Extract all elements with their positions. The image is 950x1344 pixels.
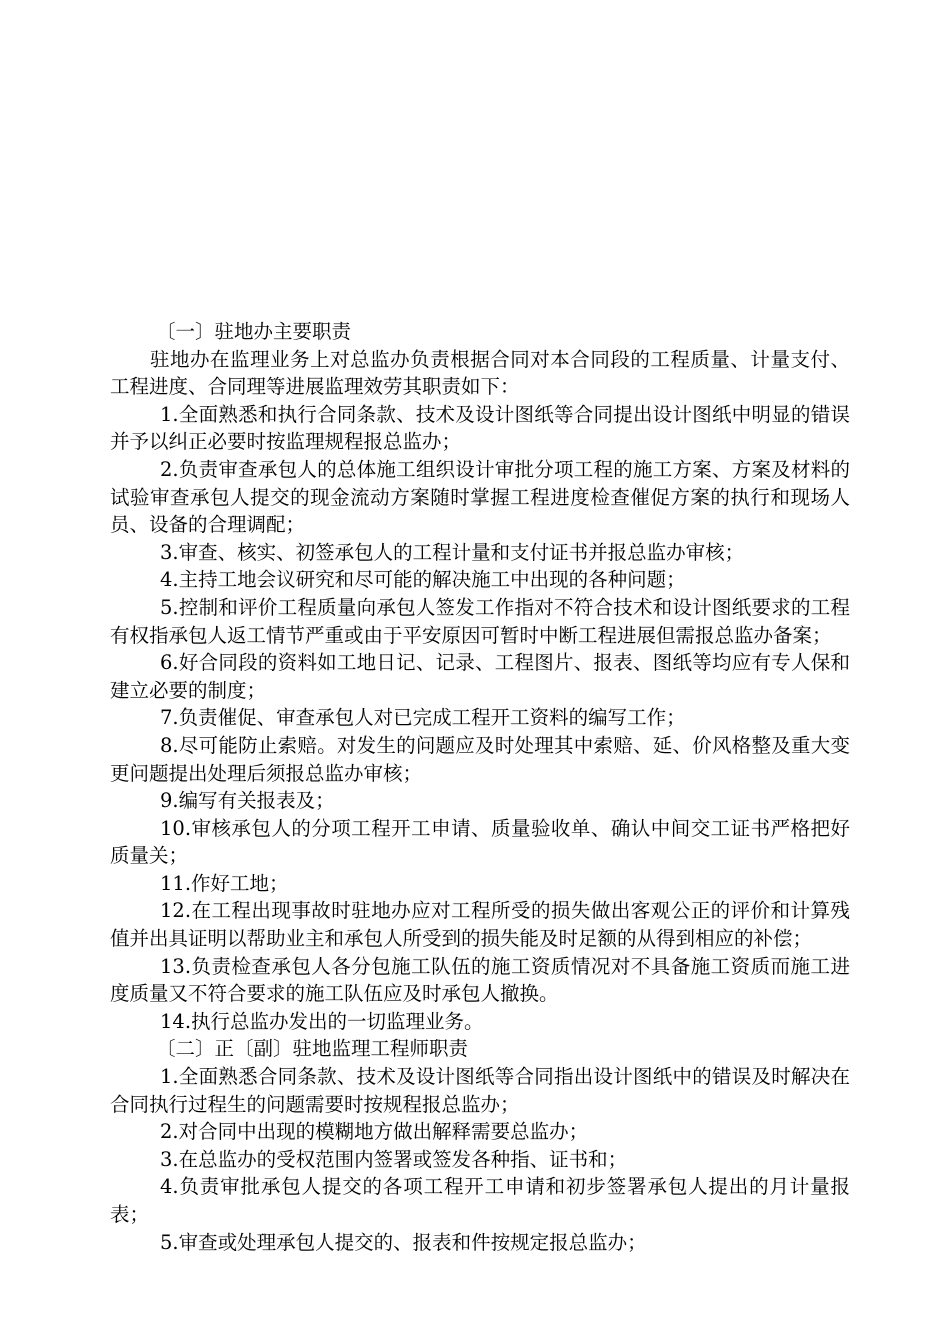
section1-item-5: 5.控制和评价工程质量向承包人签发工作指对不符合技术和设计图纸要求的工程有权指承包人返工情节严重或由于平安原因可暂时中断工程进展但需报总监办备案； xyxy=(110,595,850,647)
section1-item-2: 2.负责审查承包人的总体施工组织设计审批分项工程的施工方案、方案及材料的试验审查承包人提交的现金流动方案随时掌握工程进度检查催促方案的执行和现场人员、设备的合理调配； xyxy=(110,457,850,537)
section2-item-3: 3.在总监办的受权范围内签署或签发各种指、证书和； xyxy=(160,1147,628,1171)
section1-item-13: 13.负责检查承包人各分包施工队伍的施工资质情况对不具备施工资质而施工进度质量又不符合要求的施工队伍应及时承包人撤换。 xyxy=(110,954,850,1006)
section2-item-1: 1.全面熟悉合同条款、技术及设计图纸等合同指出设计图纸中的错误及时解决在合同执行过程生的问题需要时按规程报总监办； xyxy=(110,1065,850,1116)
section1-item-9: 9.编写有关报表及； xyxy=(160,789,335,813)
section1-item-14: 14.执行总监办发出的一切监理业务。 xyxy=(160,1009,484,1033)
section1-item-11: 11.作好工地； xyxy=(160,871,289,895)
section1-title: 〔一〕驻地办主要职责 xyxy=(156,320,352,343)
section2-item-2: 2.对合同中出现的模糊地方做出解释需要总监办； xyxy=(160,1120,589,1144)
section1-item-1: 1.全面熟悉和执行合同条款、技术及设计图纸等合同提出设计图纸中明显的错误并予以纠正必要时按监理规程报总监办； xyxy=(110,402,850,454)
section1-item-6: 6.好合同段的资料如工地日记、记录、工程图片、报表、图纸等均应有专人保和建立必要的制度； xyxy=(110,651,850,702)
section1-item-3: 3.审查、核实、初签承包人的工程计量和支付证书并报总监办审核； xyxy=(160,540,745,564)
section1-item-12: 12.在工程出现事故时驻地办应对工程所受的损失做出客观公正的评价和计算残值并出具证明以帮助业主和承包人所受到的损失能及时足额的从得到相应的补偿； xyxy=(110,899,850,951)
section2-title: 〔二〕正〔副〕驻地监理工程师职责 xyxy=(156,1037,469,1061)
section2-item-4: 4.负责审批承包人提交的各项工程开工申请和初步签署承包人提出的月计量报表； xyxy=(110,1175,850,1226)
section1-item-4: 4.主持工地会议研究和尽可能的解决施工中出现的各种问题； xyxy=(160,568,686,592)
section1-item-7: 7.负责催促、审查承包人对已完成工程开工资料的编写工作； xyxy=(160,706,686,730)
section1-intro: 驻地办在监理业务上对总监办负责根据合同对本合同段的工程质量、计量支付、工程进度、合同理等进展监理效劳其职责如下： xyxy=(110,347,850,399)
document-body xyxy=(110,318,850,1256)
section1-item-10: 10.审核承包人的分项工程开工申请、质量验收单、确认中间交工证书严格把好质量关； xyxy=(110,816,850,868)
section1-item-8: 8.尽可能防止索赔。对发生的问题应及时处理其中索赔、延、价风格整及重大变更问题提出处理后须报总监办审核； xyxy=(110,733,850,785)
section2-item-5: 5.审查或处理承包人提交的、报表和件按规定报总监办； xyxy=(160,1230,647,1254)
